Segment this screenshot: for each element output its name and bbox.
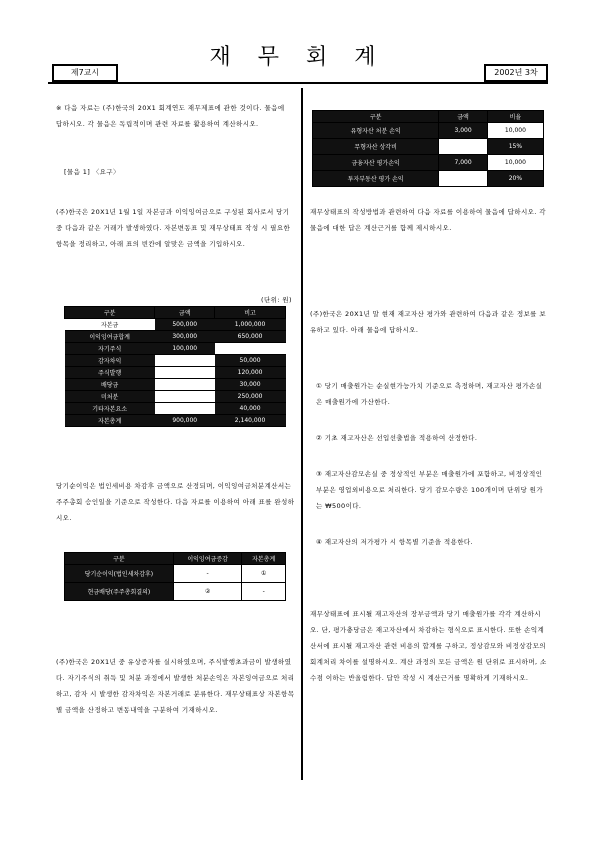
- table-cell: 7,000: [439, 155, 488, 171]
- table-cell: 자본금: [65, 319, 155, 331]
- table-cell: 주식발행: [65, 367, 155, 379]
- table-header: 구분: [65, 307, 155, 319]
- table-cell: 자기주식: [65, 343, 155, 355]
- table-row: [65, 391, 286, 403]
- table-cell: 500,000: [155, 319, 215, 331]
- table-cell: 20%: [487, 171, 543, 187]
- page-title: 재 무 회 계: [209, 45, 386, 70]
- table-row: [65, 331, 286, 343]
- table-cell: 자본총계: [65, 415, 155, 427]
- table-cell: 배당금: [65, 379, 155, 391]
- table-cell: [215, 343, 286, 355]
- table-cell: [155, 379, 215, 391]
- table-cell: -: [173, 565, 242, 583]
- left-tag: 제7교시: [52, 64, 118, 82]
- table-cell: 3,000: [439, 123, 488, 139]
- table-cell: 현금배당(주주총회결의): [65, 583, 174, 601]
- right-paragraph-a: 재무상태표의 작성방법과 관련하여 다음 자료를 이용하여 물음에 답하시오. 각 물음에 대한 답은 계산근거를 함께 제시하시오.: [310, 208, 546, 232]
- table-cell: 120,000: [215, 367, 286, 379]
- right-paragraph-c: 재무상태표에 표시될 재고자산의 장부금액과 당기 매출원가를 각각 계산하시오. 단, 평가충당금은 재고자산에서 차감하는 형식으로 표시한다. 또한 손익계산서에 표시될 재고자산 관련 비용의 합계를 구하고, 정상감모와 비정상감모의 회계처리 차이를 설명하시오. 계산 과정의 모든 금액은 원 단위로 표시하며, 소수점 이하는 반올림한다. 답안 작성 시 계산근거를 명확하게 기재하시오.: [310, 610, 547, 682]
- table-row: [313, 123, 544, 139]
- table-row: [65, 379, 286, 391]
- table-cell: 10,000: [487, 155, 543, 171]
- table-cell: 30,000: [215, 379, 286, 391]
- table-header: 이익잉여금증감: [173, 553, 242, 565]
- table-cell: 금융자산 평가손익: [313, 155, 439, 171]
- column-divider: [301, 88, 303, 780]
- table-cell: 미처분: [65, 391, 155, 403]
- table-cell: [155, 367, 215, 379]
- table-cell: 40,000: [215, 403, 286, 415]
- table-cell: 당기순이익(법인세차감후): [65, 565, 174, 583]
- table-cell: [155, 391, 215, 403]
- table-cell: 300,000: [155, 331, 215, 343]
- table-cell: 900,000: [155, 415, 215, 427]
- table-cell: 2,140,000: [215, 415, 286, 427]
- table-header: 금액: [155, 307, 215, 319]
- table-row: [65, 583, 286, 601]
- table-cell: 기타자본요소: [65, 403, 155, 415]
- table-cell: ①: [242, 565, 286, 583]
- table-row: [65, 319, 286, 331]
- table-cell: 이익잉여금합계: [65, 331, 155, 343]
- intro-text: ※ 다음 자료는 (주)한국의 20X1 회계연도 재무제표에 관한 것이다. 물음에 답하시오. 각 물음은 독립적이며 관련 자료를 활용하여 계산하시오.: [56, 104, 285, 128]
- paragraph-2: 당기순이익은 법인세비용 차감후 금액으로 산정되며, 이익잉여금처분계산서는 주주총회 승인일을 기준으로 작성한다. 다음 자료를 이용하여 아래 표를 완성하시오.: [56, 482, 295, 522]
- table-row: [313, 171, 544, 187]
- table-cell: 1,000,000: [215, 319, 286, 331]
- table-row: [65, 355, 286, 367]
- table-cell: 650,000: [215, 331, 286, 343]
- table-row: [313, 139, 544, 155]
- summary-table: [64, 552, 286, 601]
- table-cell: 15%: [487, 139, 543, 155]
- table-cell: 투자부동산 평가 손익: [313, 171, 439, 187]
- list-item: ④ 재고자산의 저가평가 시 항목별 기준을 적용한다.: [316, 538, 474, 546]
- paragraph-1: (주)한국은 20X1년 1월 1일 자본금과 이익잉여금으로 구성된 회사로서 당기 중 다음과 같은 거래가 발생하였다. 자본변동표 및 재무상태표 작성 시 필요한 항목을 정리하고, 아래 표의 빈칸에 알맞은 금액을 기입하시오.: [56, 208, 291, 248]
- table-row: [65, 403, 286, 415]
- list-item: ① 당기 매출원가는 순실현가능가치 기준으로 측정하며, 재고자산 평가손실은 매출원가에 가산한다.: [316, 382, 543, 406]
- table-row: [65, 565, 286, 583]
- table-cell: 10,000: [487, 123, 543, 139]
- paragraph-3: (주)한국은 20X1년 중 유상증자를 실시하였으며, 주식발행초과금이 발생하였다. 자기주식의 취득 및 처분 과정에서 발생한 처분손익은 자본잉여금으로 처리하고, 감자 시 발생한 감자차익은 자본거래로 분류한다. 재무상태표상 자본항목별 금액을 산정하고 변동내역을 구분하여 기재하시오.: [56, 658, 295, 714]
- table-cell: [155, 355, 215, 367]
- table-header: 금액: [439, 111, 488, 123]
- table-row: [65, 415, 286, 427]
- table-row: [65, 343, 286, 355]
- table-cell: ②: [173, 583, 242, 601]
- table-cell: -: [242, 583, 286, 601]
- table-cell: 감자차익: [65, 355, 155, 367]
- right-paragraph-b: (주)한국은 20X1년 말 현재 재고자산 평가와 관련하여 다음과 같은 정보를 보유하고 있다. 아래 물음에 답하시오.: [310, 310, 547, 334]
- table-header: 구분: [313, 111, 439, 123]
- table-unit: (단위: 원): [261, 296, 292, 304]
- table-cell: [439, 139, 488, 155]
- table-header: 비율: [487, 111, 543, 123]
- table-cell: 250,000: [215, 391, 286, 403]
- list-item: ② 기초 재고자산은 선입선출법을 적용하여 산정한다.: [316, 434, 478, 442]
- table-header: 구분: [65, 553, 174, 565]
- table-cell: 100,000: [155, 343, 215, 355]
- table-cell: 50,000: [215, 355, 286, 367]
- list-item: ③ 재고자산감모손실 중 정상적인 부분은 매출원가에 포함하고, 비정상적인 부분은 영업외비용으로 처리한다. 당기 감모수량은 100개이며 단위당 원가는 ₩500이다.: [316, 470, 544, 510]
- table-cell: 무형자산 상각비: [313, 139, 439, 155]
- right-data-table: [312, 110, 544, 187]
- table-cell: 유형자산 처분 손익: [313, 123, 439, 139]
- question-label: [물음 1] 〈요구〉: [64, 168, 120, 176]
- equity-table: [64, 306, 286, 427]
- table-cell: [439, 171, 488, 187]
- table-header: 자본총계: [242, 553, 286, 565]
- header-rule: [48, 82, 548, 84]
- table-header: 비고: [215, 307, 286, 319]
- right-tag: 2002년 3차: [484, 64, 548, 82]
- table-cell: [155, 403, 215, 415]
- table-row: [65, 367, 286, 379]
- table-row: [313, 155, 544, 171]
